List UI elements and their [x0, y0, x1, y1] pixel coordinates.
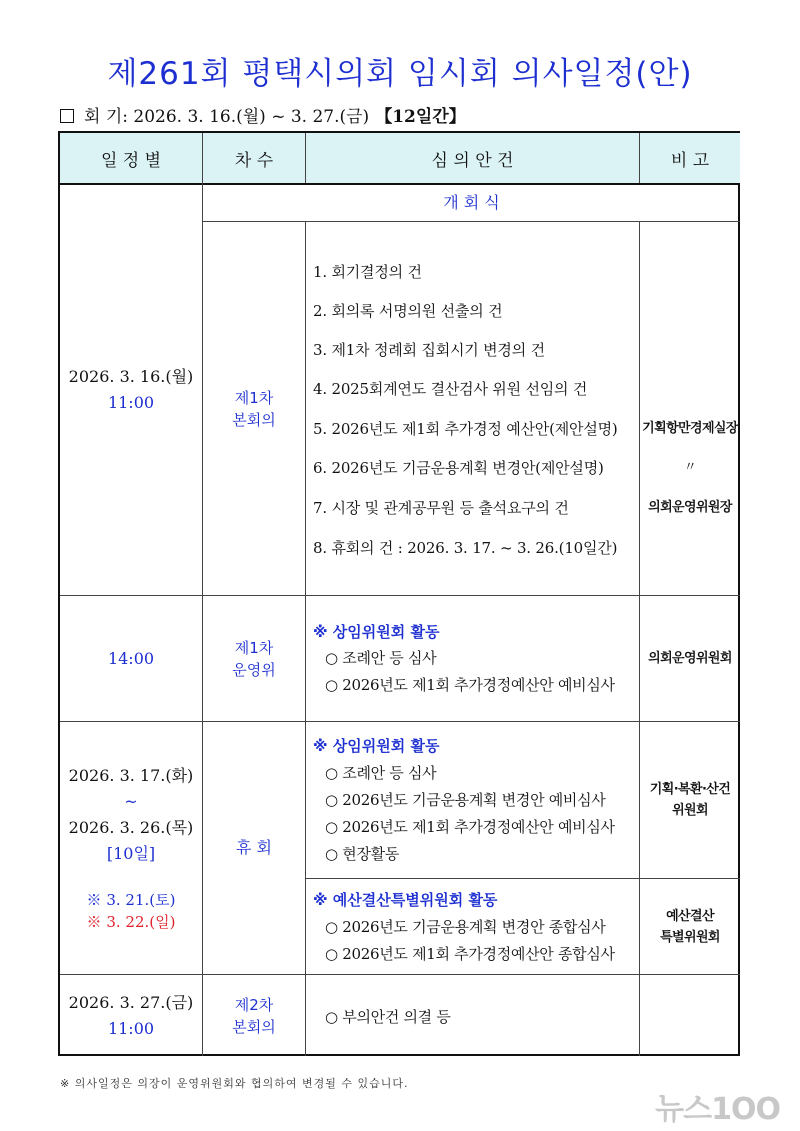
remark-item7: 의회운영위원장	[648, 500, 732, 515]
remark-item5: 기획항만경제실장	[642, 421, 738, 436]
footer-note: ※ 의사일정은 의장이 운영위원회와 협의하여 변경될 수 있습니다.	[60, 1077, 409, 1090]
recess-note-sunday: ※ 3. 22.(일)	[86, 913, 176, 931]
agenda-item: 4. 2025회계연도 결산검사 위원 선임의 건	[313, 380, 588, 398]
recess-date-to: 2026. 3. 26.(목)	[68, 818, 194, 837]
recess-standing-remark-line1: 기획·복환·산건	[649, 782, 731, 797]
recess-schedule	[60, 722, 202, 974]
final-agenda-item: ○ 부의안건 의결 등	[325, 1008, 451, 1026]
final-session: 제2차 본회의	[232, 995, 276, 1036]
header-agenda: 심 의 안 건	[306, 133, 639, 183]
day1-pm-session: 제1차 운영위	[232, 638, 276, 679]
list-item: ○ 조례안 등 심사	[325, 764, 437, 782]
period-days: 【12일간】	[375, 107, 466, 127]
agenda-item: 7. 시장 및 관계공무원 등 출석요구의 건	[313, 499, 569, 517]
session-period	[60, 102, 466, 127]
list-item: ○ 조례안 등 심사	[325, 649, 437, 667]
day1-schedule	[60, 184, 202, 595]
agenda-item: 1. 회기결정의 건	[313, 263, 422, 281]
final-time: 11:00	[107, 1018, 155, 1038]
header-remarks: 비 고	[640, 133, 740, 183]
checkbox-square-icon	[60, 109, 74, 123]
day1-date: 2026. 3. 16.(월)	[68, 366, 194, 386]
day1-pm-remark: 의회운영위원회	[648, 651, 732, 666]
final-date: 2026. 3. 27.(금)	[68, 992, 194, 1012]
list-item: ○ 2026년도 기금운용계획 변경안 종합심사	[325, 918, 606, 936]
schedule-table	[58, 131, 740, 1056]
agenda-item: 6. 2026년도 기금운용계획 변경안(제안설명)	[313, 459, 604, 477]
recess-standing-remark-line2: 위원회	[672, 803, 708, 818]
header-session: 차 수	[203, 133, 305, 183]
day1-time: 11:00	[107, 392, 155, 412]
budget-committee-heading: ※ 예산결산특별위원회 활동	[313, 891, 498, 909]
standing-committee-heading: ※ 상임위원회 활동	[313, 737, 440, 755]
period-label: 회 기: 2026. 3. 16.(월) ~ 3. 27.(금)	[84, 107, 370, 127]
recess-date-from: 2026. 3. 17.(화)	[68, 766, 194, 785]
list-item: ○ 2026년도 제1회 추가경정예산안 예비심사	[325, 818, 615, 836]
recess-days: [10일]	[106, 844, 156, 863]
recess-note-saturday: ※ 3. 21.(토)	[86, 891, 176, 909]
recess-budget-remark-line1: 예산결산	[666, 908, 714, 924]
final-schedule	[60, 975, 202, 1056]
day1-pm-time: 14:00	[107, 648, 155, 668]
recess-tilde: ~	[124, 792, 138, 811]
header-schedule: 일 정 별	[60, 133, 202, 183]
opening-ceremony: 개 회 식	[443, 192, 500, 212]
agenda-item: 5. 2026년도 제1회 추가경정 예산안(제안설명)	[313, 420, 618, 438]
list-item: ○ 2026년도 제1회 추가경정예산안 종합심사	[325, 945, 615, 963]
list-item: ○ 2026년도 기금운용계획 변경안 예비심사	[325, 791, 606, 809]
recess-session: 휴 회	[236, 838, 272, 857]
page-title: 제261회 평택시의회 임시회 의사일정(안)	[107, 56, 693, 92]
agenda-item: 2. 회의록 서명의원 선출의 건	[313, 302, 503, 320]
standing-committee-heading: ※ 상임위원회 활동	[313, 623, 440, 641]
day1-session: 제1차 본회의	[232, 388, 276, 429]
news-logo: 뉴스1OO	[655, 1092, 780, 1127]
agenda-item: 8. 휴회의 건 : 2026. 3. 17. ~ 3. 26.(10일간)	[313, 539, 618, 557]
list-item: ○ 2026년도 제1회 추가경정예산안 예비심사	[325, 676, 615, 694]
list-item: ○ 현장활동	[325, 845, 400, 863]
agenda-item: 3. 제1차 정례회 집회시기 변경의 건	[313, 341, 545, 359]
recess-budget-remark-line2: 특별위원회	[660, 929, 720, 945]
remark-item6: 〃	[683, 460, 697, 475]
